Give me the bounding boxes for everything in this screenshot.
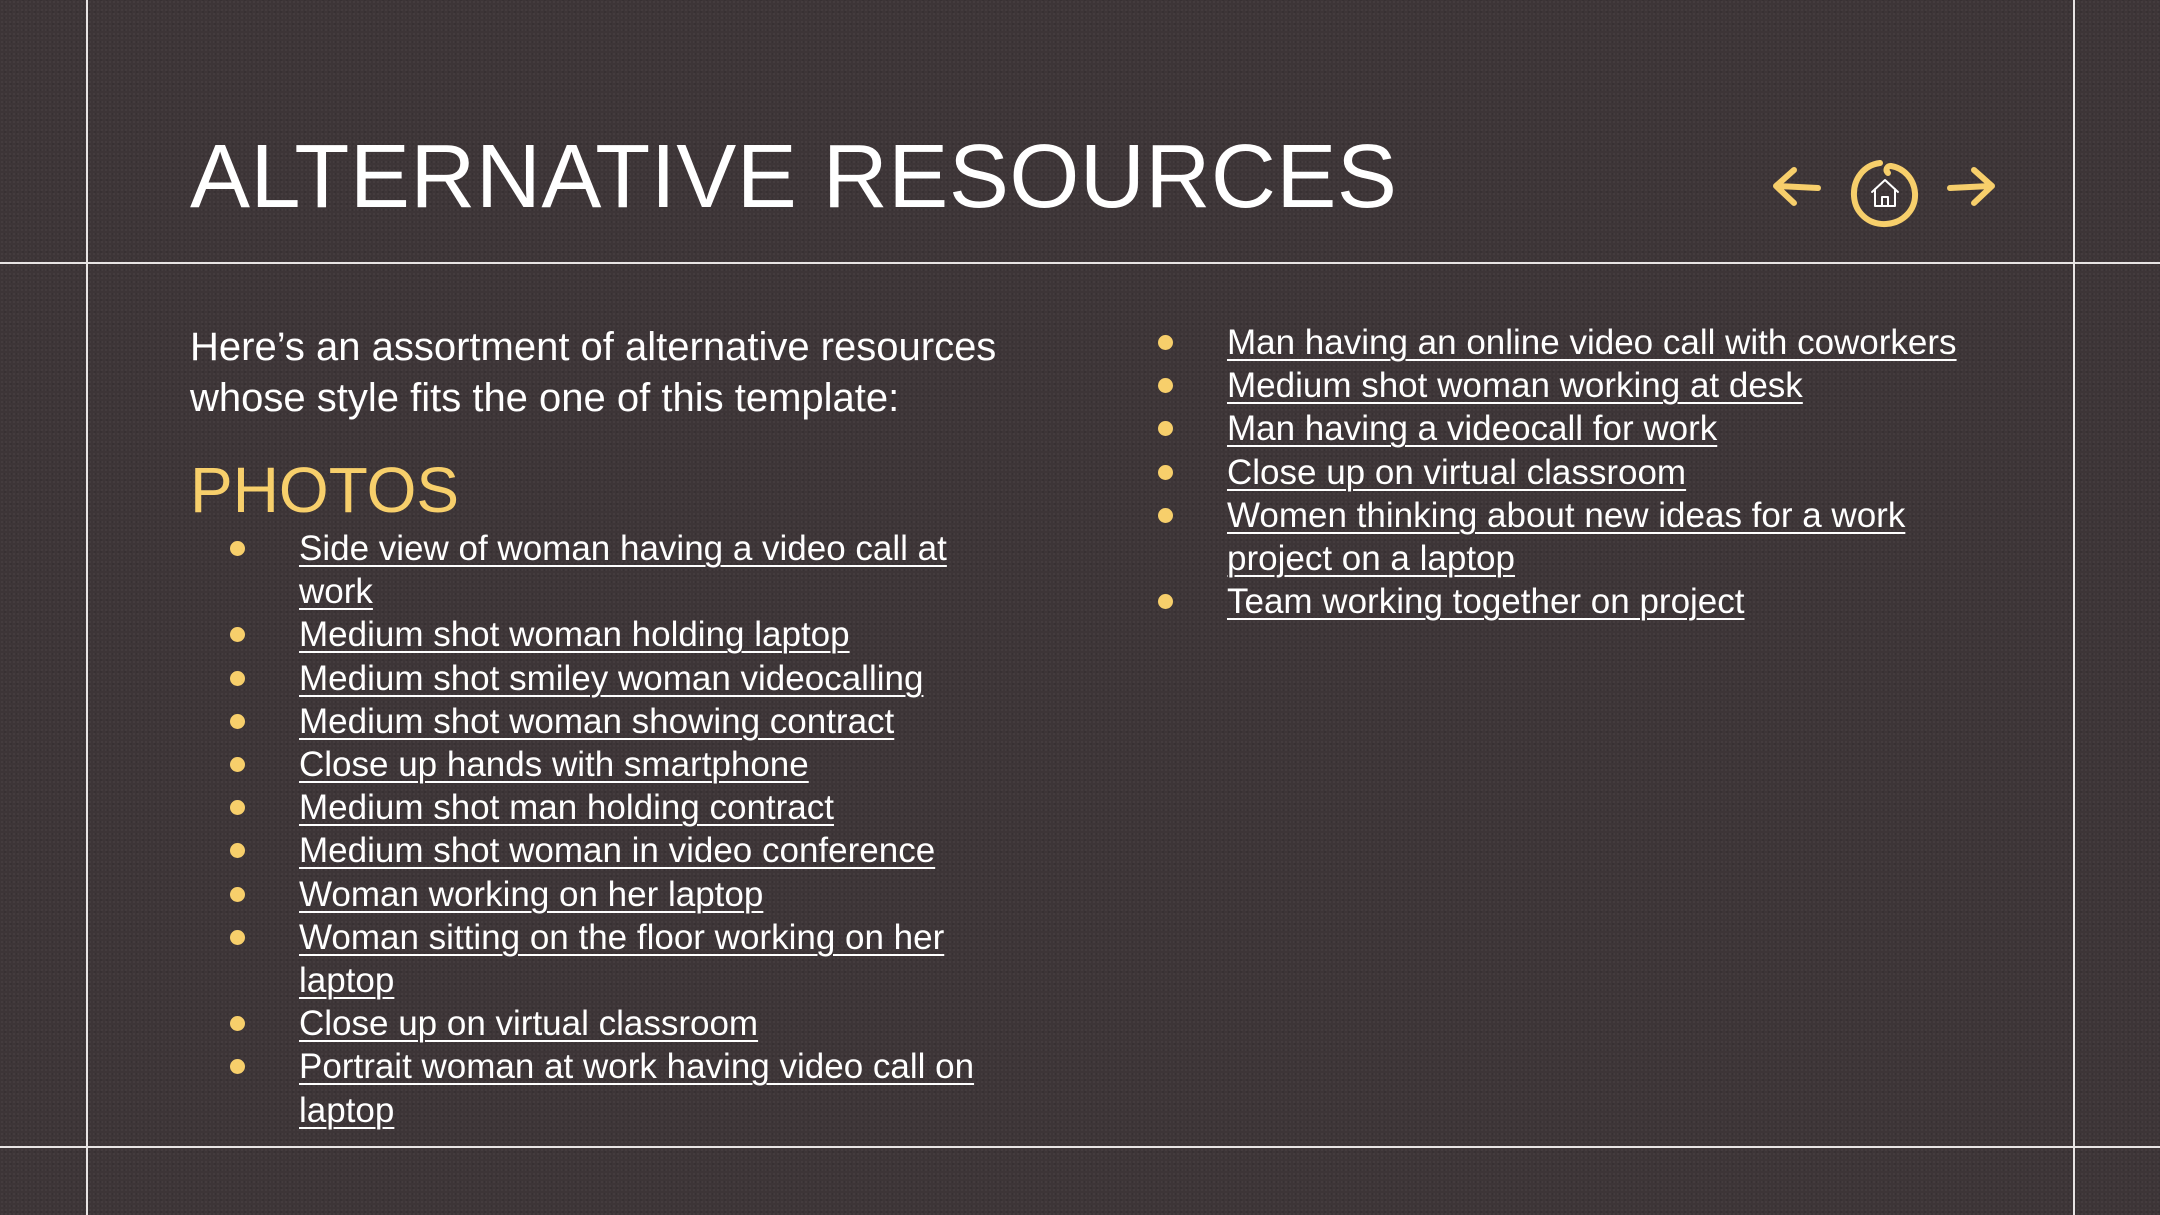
- nav-prev-button[interactable]: [1756, 152, 1836, 222]
- list-item: [1158, 451, 2018, 494]
- resource-link[interactable]: Medium shot woman showing contract: [299, 701, 895, 741]
- bullet-icon: [230, 1016, 245, 1031]
- frame-line-top: [0, 262, 2160, 264]
- frame-line-right: [2073, 0, 2075, 1215]
- resource-link[interactable]: Man having an online video call with coworkers: [1227, 323, 1957, 362]
- resource-link[interactable]: Close up on virtual classroom: [299, 1004, 759, 1044]
- list-item: [230, 1045, 1030, 1131]
- resource-link[interactable]: Close up on virtual classroom: [1227, 452, 1687, 492]
- resource-link[interactable]: Woman sitting on the floor working on her laptop: [299, 917, 945, 1001]
- resource-link[interactable]: Woman working on her laptop: [299, 874, 764, 914]
- resource-link[interactable]: Side view of woman having a video call at work: [299, 529, 947, 612]
- list-item: [230, 873, 1030, 916]
- list-item: [1158, 407, 2018, 450]
- frame-line-left: [86, 0, 88, 1215]
- bullet-icon: [1158, 378, 1173, 393]
- list-item: [1158, 494, 2018, 580]
- bullet-icon: [230, 1059, 245, 1074]
- list-item: [230, 1002, 1030, 1045]
- bullet-icon: [230, 843, 245, 858]
- intro-text: Here’s an assortment of alternative resources whose style fits the one of this template:: [190, 325, 997, 420]
- list-item: [230, 657, 1030, 700]
- bullet-icon: [1158, 465, 1173, 480]
- bullet-icon: [230, 800, 245, 815]
- slide-title: ALTERNATIVE RESOURCES: [190, 127, 1398, 227]
- resource-link[interactable]: Portrait woman at work having video call on laptop: [299, 1047, 975, 1130]
- bullet-icon: [230, 930, 245, 945]
- photos-list-right: [1158, 321, 2018, 623]
- list-item: [230, 916, 1030, 1002]
- resource-link[interactable]: Man having a videocall for work: [1227, 409, 1718, 449]
- list-item: [1158, 321, 2018, 364]
- bullet-icon: [230, 671, 245, 686]
- bullet-icon: [230, 887, 245, 902]
- bullet-icon: [1158, 421, 1173, 436]
- resource-link[interactable]: Medium shot woman in video conference: [299, 831, 936, 871]
- resource-link[interactable]: Medium shot smiley woman videocalling: [299, 658, 924, 698]
- resource-link[interactable]: Medium shot woman working at desk: [1227, 366, 1803, 406]
- list-item: [230, 743, 1030, 786]
- bullet-icon: [1158, 508, 1173, 523]
- resource-link[interactable]: Medium shot man holding contract: [299, 788, 834, 828]
- resource-link[interactable]: Team working together on project: [1227, 582, 1745, 622]
- frame-line-bottom: [0, 1146, 2160, 1148]
- bullet-icon: [1158, 594, 1173, 609]
- photos-list-left: [230, 527, 1030, 1132]
- bullet-icon: [1158, 335, 1173, 350]
- bullet-icon: [230, 541, 245, 556]
- list-item: [230, 829, 1030, 872]
- list-item: [1158, 580, 2018, 623]
- bullet-icon: [230, 627, 245, 642]
- bullet-icon: [230, 714, 245, 729]
- resource-link[interactable]: Medium shot woman holding laptop: [299, 615, 850, 655]
- home-icon: [1844, 152, 1926, 234]
- list-item: [230, 786, 1030, 829]
- nav-home-button[interactable]: [1842, 150, 1928, 236]
- nav-next-button[interactable]: [1932, 152, 2012, 222]
- list-item: [230, 527, 1030, 613]
- arrow-left-icon: [1770, 165, 1822, 209]
- resource-link[interactable]: Women thinking about new ideas for a work project on a laptop: [1227, 495, 1906, 579]
- resource-link[interactable]: Close up hands with smartphone: [299, 745, 809, 785]
- bullet-icon: [230, 757, 245, 772]
- list-item: [230, 700, 1030, 743]
- photos-heading: PHOTOS: [190, 454, 460, 526]
- list-item: [230, 613, 1030, 656]
- arrow-right-icon: [1946, 165, 1998, 209]
- list-item: [1158, 364, 2018, 407]
